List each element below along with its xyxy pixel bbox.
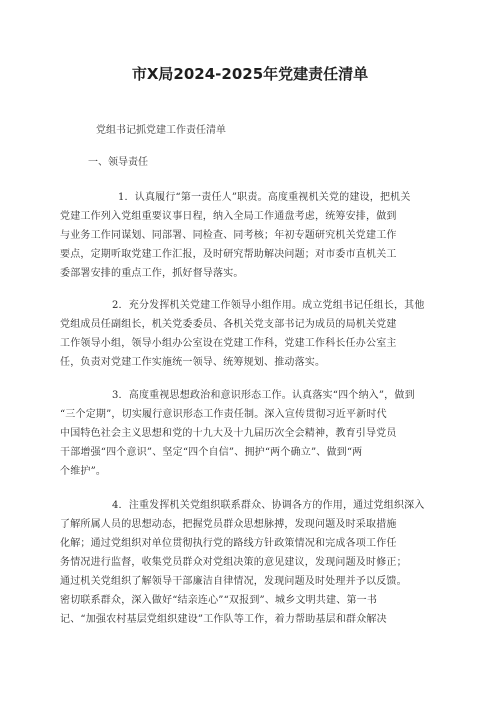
paragraph-line: 党组成员任副组长，机关党委委员、各机关党支部书记为成员的局机关党建 <box>60 319 397 330</box>
paragraph-line: 1．认真履行“第一责任人”职责。高度重视机关党的建设，把机关 <box>118 192 411 203</box>
paragraph-line: 工作领导小组，领导小组办公室设在党建工作科，党建工作科长任办公室主 <box>60 338 397 349</box>
paragraph-line: 中国特色社会主义思想和党的十九大及十九届历次全会精神，教育引导党员 <box>60 428 397 439</box>
paragraph-2 <box>60 296 450 372</box>
paragraph-4 <box>60 496 450 629</box>
paragraph-line: 个维护”。 <box>60 466 107 477</box>
paragraph-line: 委部署安排的重点工作，抓好督导落实。 <box>60 268 244 279</box>
paragraph-line: 务情况进行监督，收集党员群众对党组决策的意见建议，发现问题及时修正； <box>60 557 407 568</box>
paragraph-line: 通过机关党组织了解领导干部廉洁自律情况，发现问题及时处理并予以反馈。 <box>60 576 407 587</box>
paragraph-line: 干部增强“四个意识”、坚定“四个自信”、拥护“两个确立”、做到“两 <box>60 447 363 458</box>
paragraph-1 <box>60 188 450 283</box>
paragraph-line: 党建工作列入党组重要议事日程，纳入全局工作通盘考虑，统筹安排，做到 <box>60 211 397 222</box>
paragraph-line: 要点，定期听取党建工作汇报，及时研究帮助解决问题；对市委市直机关工 <box>60 249 397 260</box>
paragraph-line: 密切联系群众，深入做好“结亲连心”“双报到”、城乡文明共建、第一书 <box>60 595 378 606</box>
paragraph-line: 记、“加强农村基层党组织建设”工作队等工作，着力帮助基层和群众解决 <box>60 614 387 625</box>
section-heading: 一、领导责任 <box>88 157 148 168</box>
paragraph-line: “三个定期”，切实履行意识形态工作责任制。深入宣传贯彻习近平新时代 <box>60 409 387 420</box>
paragraph-line: 化解；通过党组织对单位贯彻执行党的路线方针政策情况和完成各项工作任 <box>60 538 397 549</box>
paragraph-line: 3．高度重视思想政治和意识形态工作。认真落实“四个纳入”，做到 <box>112 390 415 401</box>
paragraph-line: 与业务工作同谋划、同部署、同检查、同考核；年初专题研究机关党建工作 <box>60 230 397 241</box>
paragraph-line: 2．充分发挥机关党建工作领导小组作用。成立党组书记任组长，其他 <box>112 300 425 311</box>
paragraph-line: 任，负责对党建工作实施统一领导、统筹规划、推动落实。 <box>60 357 326 368</box>
document-title: 市X局2024-2025年党建责任清单 <box>131 65 369 83</box>
paragraph-3 <box>60 386 450 481</box>
paragraph-line: 4．注重发挥机关党组织联系群众、协调各方的作用，通过党组织深入 <box>112 500 425 511</box>
paragraph-line: 了解所属人员的思想动态，把握党员群众思想脉搏，发现问题及时采取措施 <box>60 519 397 530</box>
document-subtitle: 党组书记抓党建工作责任清单 <box>96 125 226 136</box>
